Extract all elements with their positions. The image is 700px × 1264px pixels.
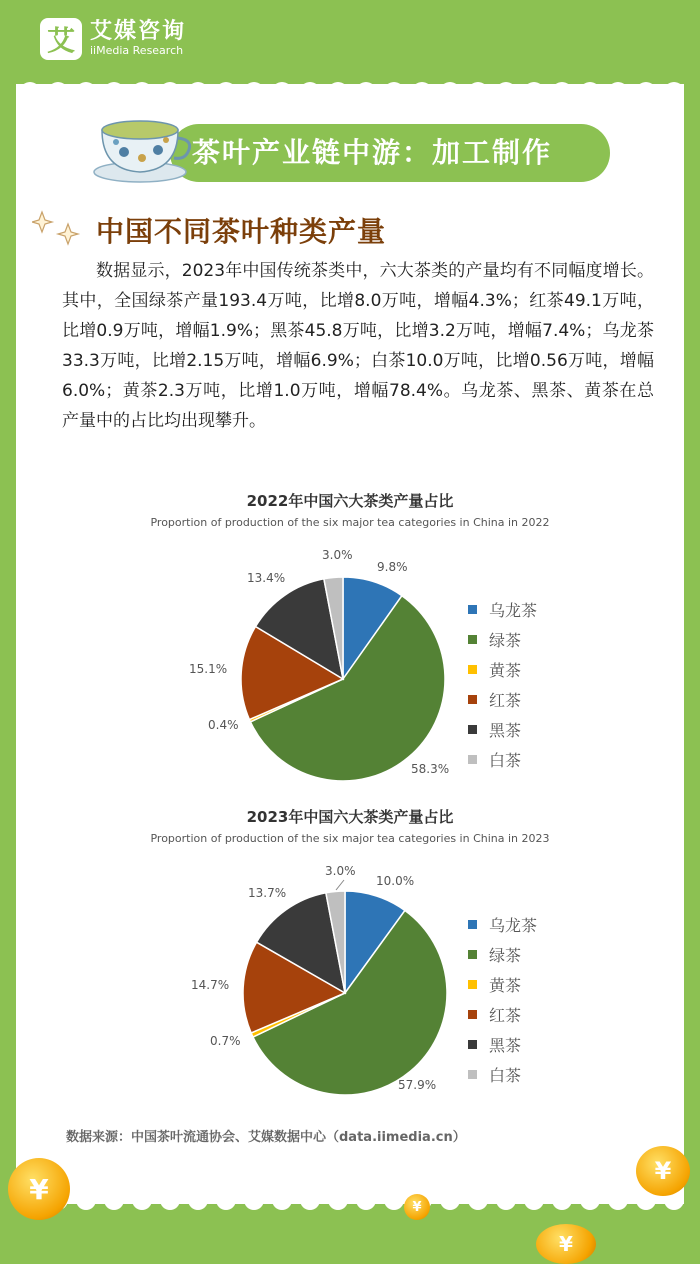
pie-2023-label-white: 3.0% [325,864,356,878]
legend-label: 白茶 [489,750,522,770]
coin-icon: ¥ [536,1224,596,1264]
data-source-note: 数据来源：中国茶叶流通协会、艾媒数据中心（data.iimedia.cn） [66,1130,466,1145]
legend-swatch [468,1040,477,1049]
legend-item-green [468,624,537,654]
pie-2023-label-oolong: 10.0% [376,874,415,888]
legend-label: 乌龙茶 [489,600,538,620]
legend-item-red [468,999,537,1029]
brand-icon: 艾 [40,18,82,60]
legend-swatch [468,635,477,644]
chart-2022-subtitle: Proportion of production of the six major tea categories in China in 2022 [150,516,550,529]
pie-2023-leader-line [330,878,350,892]
pie-chart-2022 [238,574,448,784]
pie-2023-label-red: 14.7% [191,978,230,992]
legend-swatch [468,725,477,734]
legend-item-oolong [468,909,537,939]
legend-label: 绿茶 [489,945,522,965]
legend-item-white [468,744,537,774]
chart-2022-title: 2022年中国六大茶类产量占比 [246,492,454,510]
legend-2022 [468,594,537,774]
sparkle-icon [32,210,82,250]
page-title-banner [170,124,610,182]
legend-swatch [468,950,477,959]
legend-item-yellow [468,969,537,999]
chart-2023-title: 2023年中国六大茶类产量占比 [246,808,454,826]
legend-label: 乌龙茶 [489,915,538,935]
legend-swatch [468,1010,477,1019]
legend-swatch [468,920,477,929]
section-title: 中国不同茶叶种类产量 [96,215,387,248]
legend-item-dark [468,1029,537,1059]
pie-2022-label-dark: 13.4% [247,571,286,585]
pie-2022-label-yellow: 0.4% [208,718,239,732]
pie-2023-label-green: 57.9% [398,1078,437,1092]
legend-label: 黄茶 [489,660,522,680]
pie-chart-2023 [240,888,450,1098]
coin-icon: ¥ [404,1194,430,1220]
teacup-icon [88,108,198,188]
legend-label: 红茶 [489,690,522,710]
legend-label: 黑茶 [489,1035,522,1055]
legend-swatch [468,980,477,989]
legend-item-red [468,684,537,714]
legend-item-yellow [468,654,537,684]
legend-label: 黄茶 [489,975,522,995]
brand-name-cn: 艾媒咨询 [90,19,187,44]
legend-label: 红茶 [489,1005,522,1025]
pie-2022-label-green: 58.3% [411,762,450,776]
pie-2023-label-dark: 13.7% [248,886,287,900]
legend-item-white [468,1059,537,1089]
legend-swatch [468,1070,477,1079]
legend-swatch [468,695,477,704]
legend-swatch [468,755,477,764]
legend-swatch [468,665,477,674]
brand-name-en: iiMedia Research [90,44,184,57]
legend-swatch [468,605,477,614]
legend-item-green [468,939,537,969]
pie-2023-label-yellow: 0.7% [210,1034,241,1048]
page-title: 茶叶产业链中游：加工制作 [192,136,553,169]
legend-item-oolong [468,594,537,624]
pie-2022-label-red: 15.1% [189,662,228,676]
legend-2023 [468,909,537,1089]
top-scallop-border [16,78,684,92]
bottom-scallop-border [16,1200,684,1214]
pie-2022-label-oolong: 9.8% [377,560,408,574]
coin-icon: ¥ [8,1158,70,1220]
pie-2022-label-white: 3.0% [322,548,353,562]
chart-2023-subtitle: Proportion of production of the six major tea categories in China in 2023 [150,832,550,845]
legend-label: 绿茶 [489,630,522,650]
section-body-text: 数据显示，2023年中国传统茶类中，六大茶类的产量均有不同幅度增长。其中，全国绿茶产量193.4万吨，比增8.0万吨，增幅4.3%；红茶49.1万吨，比增0.9万吨，增幅1.9%；黑茶45.8万吨，比增3.2万吨，增幅7.4%；乌龙茶33.3万吨，比增2.15万吨，增幅6.9%；白茶10.0万吨，比增0.56万吨，增幅6.0%；黄茶2.3万吨，比增1.0万吨，增幅78.4%。乌龙茶、黑茶、黄茶在总产量中的占比均出现攀升。 [62,261,654,431]
legend-item-dark [468,714,537,744]
coin-icon: ¥ [636,1146,690,1196]
legend-label: 白茶 [489,1065,522,1085]
legend-label: 黑茶 [489,720,522,740]
brand-logo [40,18,186,60]
